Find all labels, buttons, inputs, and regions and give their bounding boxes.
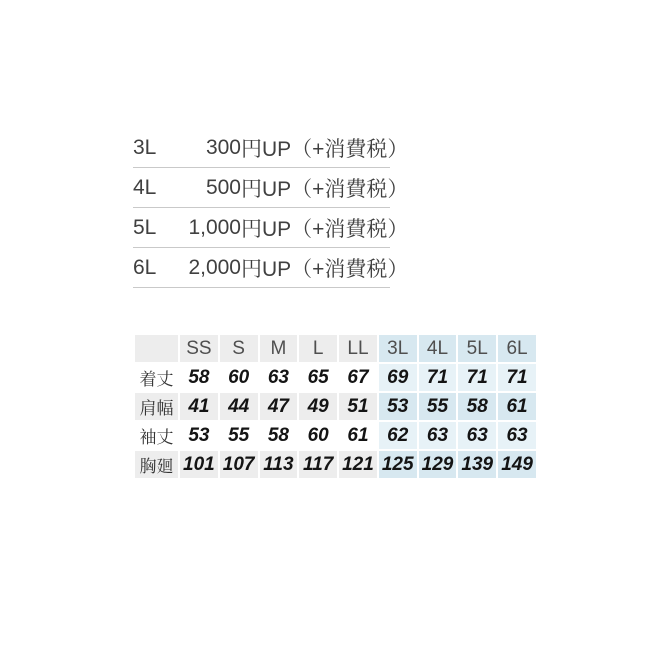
price-size-label: 4L (133, 175, 157, 199)
size-value: 44 (220, 393, 258, 420)
size-value: 69 (379, 364, 417, 391)
table-header-row (135, 335, 536, 362)
size-value: 47 (260, 393, 298, 420)
size-value: 63 (260, 364, 298, 391)
price-suffix: 円UP（+消費税） (241, 177, 409, 201)
column-header-m: M (260, 335, 298, 362)
price-size-label: 3L (133, 135, 157, 159)
size-value: 60 (220, 364, 258, 391)
size-value: 58 (180, 364, 218, 391)
column-header-4l: 4L (419, 335, 457, 362)
size-value: 71 (498, 364, 536, 391)
price-row (133, 168, 409, 208)
column-header-l: L (299, 335, 337, 362)
size-value: 63 (458, 422, 496, 449)
size-value: 41 (180, 393, 218, 420)
price-row (133, 128, 409, 168)
size-spec-table (133, 333, 538, 480)
size-value: 61 (498, 393, 536, 420)
size-value: 58 (458, 393, 496, 420)
size-value: 121 (339, 451, 377, 478)
price-amount: 1,000 (188, 215, 241, 239)
table-row (135, 364, 536, 391)
size-value: 51 (339, 393, 377, 420)
column-header-ll: LL (339, 335, 377, 362)
column-header-ss: SS (180, 335, 218, 362)
column-header-5l: 5L (458, 335, 496, 362)
price-row (133, 208, 409, 248)
size-value: 67 (339, 364, 377, 391)
size-value: 71 (458, 364, 496, 391)
size-value: 58 (260, 422, 298, 449)
size-value: 71 (419, 364, 457, 391)
table-row (135, 422, 536, 449)
price-amount: 500 (205, 175, 241, 199)
surcharge-price-list (133, 128, 409, 288)
price-suffix: 円UP（+消費税） (241, 137, 409, 161)
price-size-label: 6L (133, 255, 157, 279)
price-size-label: 5L (133, 215, 157, 239)
column-header-3l: 3L (379, 335, 417, 362)
size-value: 53 (379, 393, 417, 420)
price-amount: 2,000 (188, 255, 241, 279)
row-label: 肩幅 (135, 393, 178, 420)
corner-cell (135, 335, 178, 362)
table-row (135, 393, 536, 420)
column-header-s: S (220, 335, 258, 362)
size-value: 55 (419, 393, 457, 420)
price-row (133, 248, 409, 288)
price-suffix: 円UP（+消費税） (241, 217, 409, 241)
size-value: 149 (498, 451, 536, 478)
size-value: 63 (419, 422, 457, 449)
row-label: 袖丈 (135, 422, 178, 449)
row-label: 胸廻 (135, 451, 178, 478)
size-value: 62 (379, 422, 417, 449)
size-value: 101 (180, 451, 218, 478)
size-value: 129 (419, 451, 457, 478)
table-row (135, 451, 536, 478)
size-value: 55 (220, 422, 258, 449)
size-value: 63 (498, 422, 536, 449)
column-header-6l: 6L (498, 335, 536, 362)
size-value: 107 (220, 451, 258, 478)
price-suffix: 円UP（+消費税） (241, 257, 409, 281)
size-value: 49 (299, 393, 337, 420)
size-value: 60 (299, 422, 337, 449)
size-value: 117 (299, 451, 337, 478)
size-value: 125 (379, 451, 417, 478)
size-value: 65 (299, 364, 337, 391)
price-amount: 300 (205, 135, 241, 159)
row-label: 着丈 (135, 364, 178, 391)
size-value: 53 (180, 422, 218, 449)
size-value: 113 (260, 451, 298, 478)
size-value: 61 (339, 422, 377, 449)
size-value: 139 (458, 451, 496, 478)
